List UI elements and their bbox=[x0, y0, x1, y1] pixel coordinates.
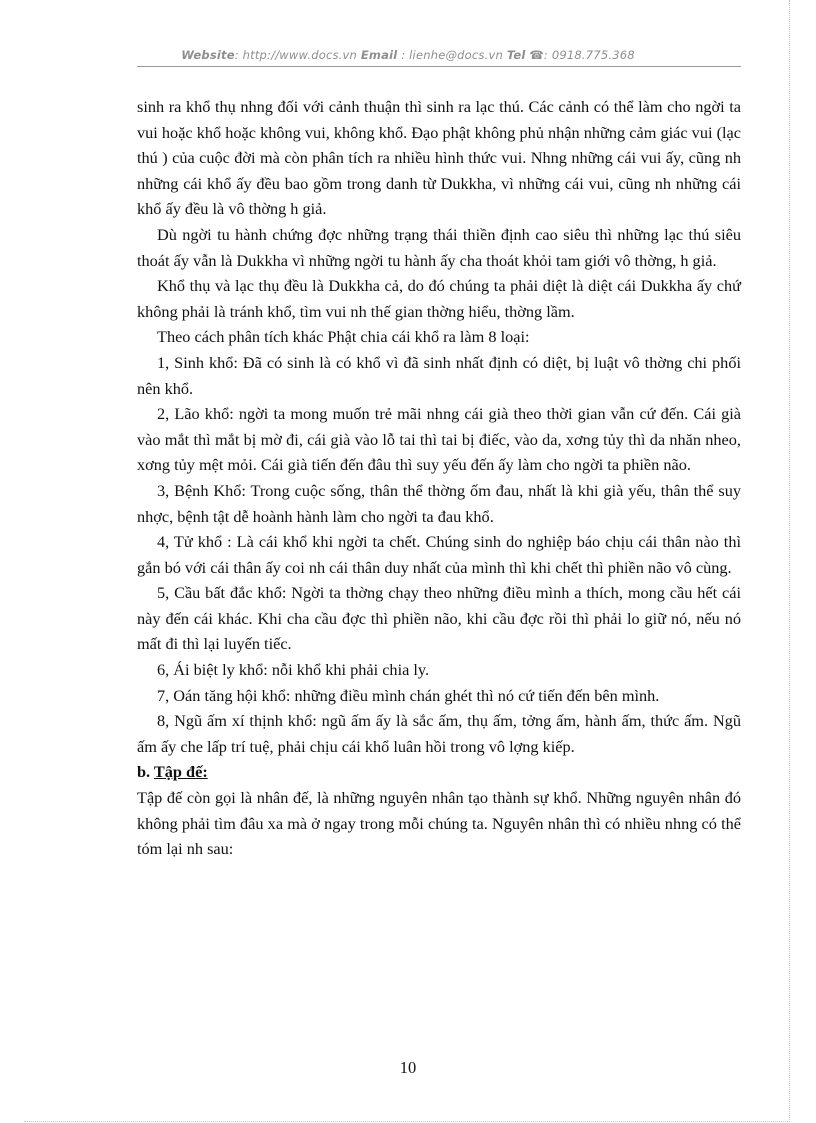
tel-value: ☎: 0918.775.368 bbox=[529, 48, 635, 62]
email-label: Email bbox=[360, 48, 398, 62]
paragraph: Khổ thụ và lạc thụ đều là Dukkha cả, do đó chúng ta phải diệt là diệt cái Dukkha ấy chứ không phải là tránh khổ, tìm vui nh thế gian thờng hiểu, thờng lầm. bbox=[137, 276, 741, 321]
section-letter: b. bbox=[137, 762, 151, 782]
list-item: 2, Lão khổ: ngời ta mong muốn trẻ mãi nhng cái già theo thời gian vẫn cứ đến. Cái già vào mắt thì mắt bị mờ đi, cái già vào lỗ tai thì tai bị điếc, vào da, xơng tủy thì da nhăn nheo, xơng tủy mệt mỏi. Cái già tiến đến đâu thì suy yếu đến ấy làm cho ngời ta phiền não. bbox=[137, 404, 741, 475]
list-item: 3, Bệnh Khổ: Trong cuộc sống, thân thể thờng ốm đau, nhất là khi già yếu, thân thể suy nhợc, bệnh tật dễ hoành hành làm cho ngời ta đau khổ. bbox=[137, 480, 741, 526]
section-heading bbox=[137, 759, 741, 785]
list-item: 1, Sinh khổ: Đã có sinh là có khổ vì đã sinh nhất định có diệt, bị luật vô thờng chi phối nên khổ. bbox=[137, 352, 741, 398]
list-item: 6, Ái biệt ly khổ: nỗi khổ khi phải chia ly. bbox=[157, 660, 430, 680]
list-item: 5, Cầu bất đắc khổ: Ngời ta thờng chạy theo những điều mình a thích, mong cầu hết cái này đến cái khác. Khi cha cầu đợc thì phiền não, khi cầu đợc rồi thì phải lo giữ nó, nếu nó mất đi thì lại luyến tiếc. bbox=[137, 583, 741, 654]
email-value: : lienhe@docs.vn bbox=[401, 48, 503, 62]
header-divider bbox=[137, 66, 741, 67]
list-item: 8, Ngũ ấm xí thịnh khổ: ngũ ấm ấy là sắc ấm, thụ ấm, tởng ấm, hành ấm, thức ấm. Ngũ ấm ấy che lấp trí tuệ, phải chịu cái khổ luân hồi trong vô lợng kiếp. bbox=[137, 711, 741, 756]
list-item: 7, Oán tăng hội khổ: những điều mình chán ghét thì nó cứ tiến đến bên mình. bbox=[157, 685, 660, 705]
website-label: Website bbox=[181, 48, 235, 62]
tel-label: Tel bbox=[506, 48, 526, 62]
website-value: : http://www.docs.vn bbox=[234, 48, 358, 62]
paragraph: sinh ra khổ thụ nhng đối với cảnh thuận thì sinh ra lạc thú. Các cảnh có thể làm cho ngời ta vui hoặc khổ hoặc không vui, không khổ. Đạo phật không phủ nhận những cảm giác vui (lạc thú ) của cuộc đời mà còn phân tích ra nhiều hình thức vui. Nhng những cái vui ấy, cũng nh những cái khổ ấy đều bao gồm trong danh từ Dukkha, vì những cái vui, cũng nh những cái khổ ấy đều là vô thờng h giả. bbox=[137, 97, 741, 219]
section-title: Tập đế: bbox=[153, 762, 208, 782]
page-header bbox=[0, 48, 816, 62]
paragraph: Tập đế còn gọi là nhân đế, là những nguyên nhân tạo thành sự khổ. Những nguyên nhân đó không phải tìm đâu xa mà ở ngay trong mỗi chúng ta. Nguyên nhân thì có nhiều nhng có thể tóm lại nh sau: bbox=[137, 788, 741, 859]
document-body bbox=[137, 94, 741, 862]
page-number: 10 bbox=[399, 1058, 417, 1077]
paragraph: Theo cách phân tích khác Phật chia cái khổ ra làm 8 loại: bbox=[157, 327, 530, 347]
list-item: 4, Tử khổ : Là cái khổ khi ngời ta chết. Chúng sinh do nghiệp báo chịu cái thân nào thì gắn bó với cái thân ấy coi nh cái thân duy nhất của mình thì khi chết thì phiền não vô cùng. bbox=[137, 532, 741, 577]
paragraph: Dù ngời tu hành chứng đợc những trạng thái thiền định cao siêu thì những lạc thú siêu thoát ấy vẫn là Dukkha vì những ngời tu hành ấy cha thoát khỏi tam giới vô thờng, h giả. bbox=[137, 224, 741, 270]
